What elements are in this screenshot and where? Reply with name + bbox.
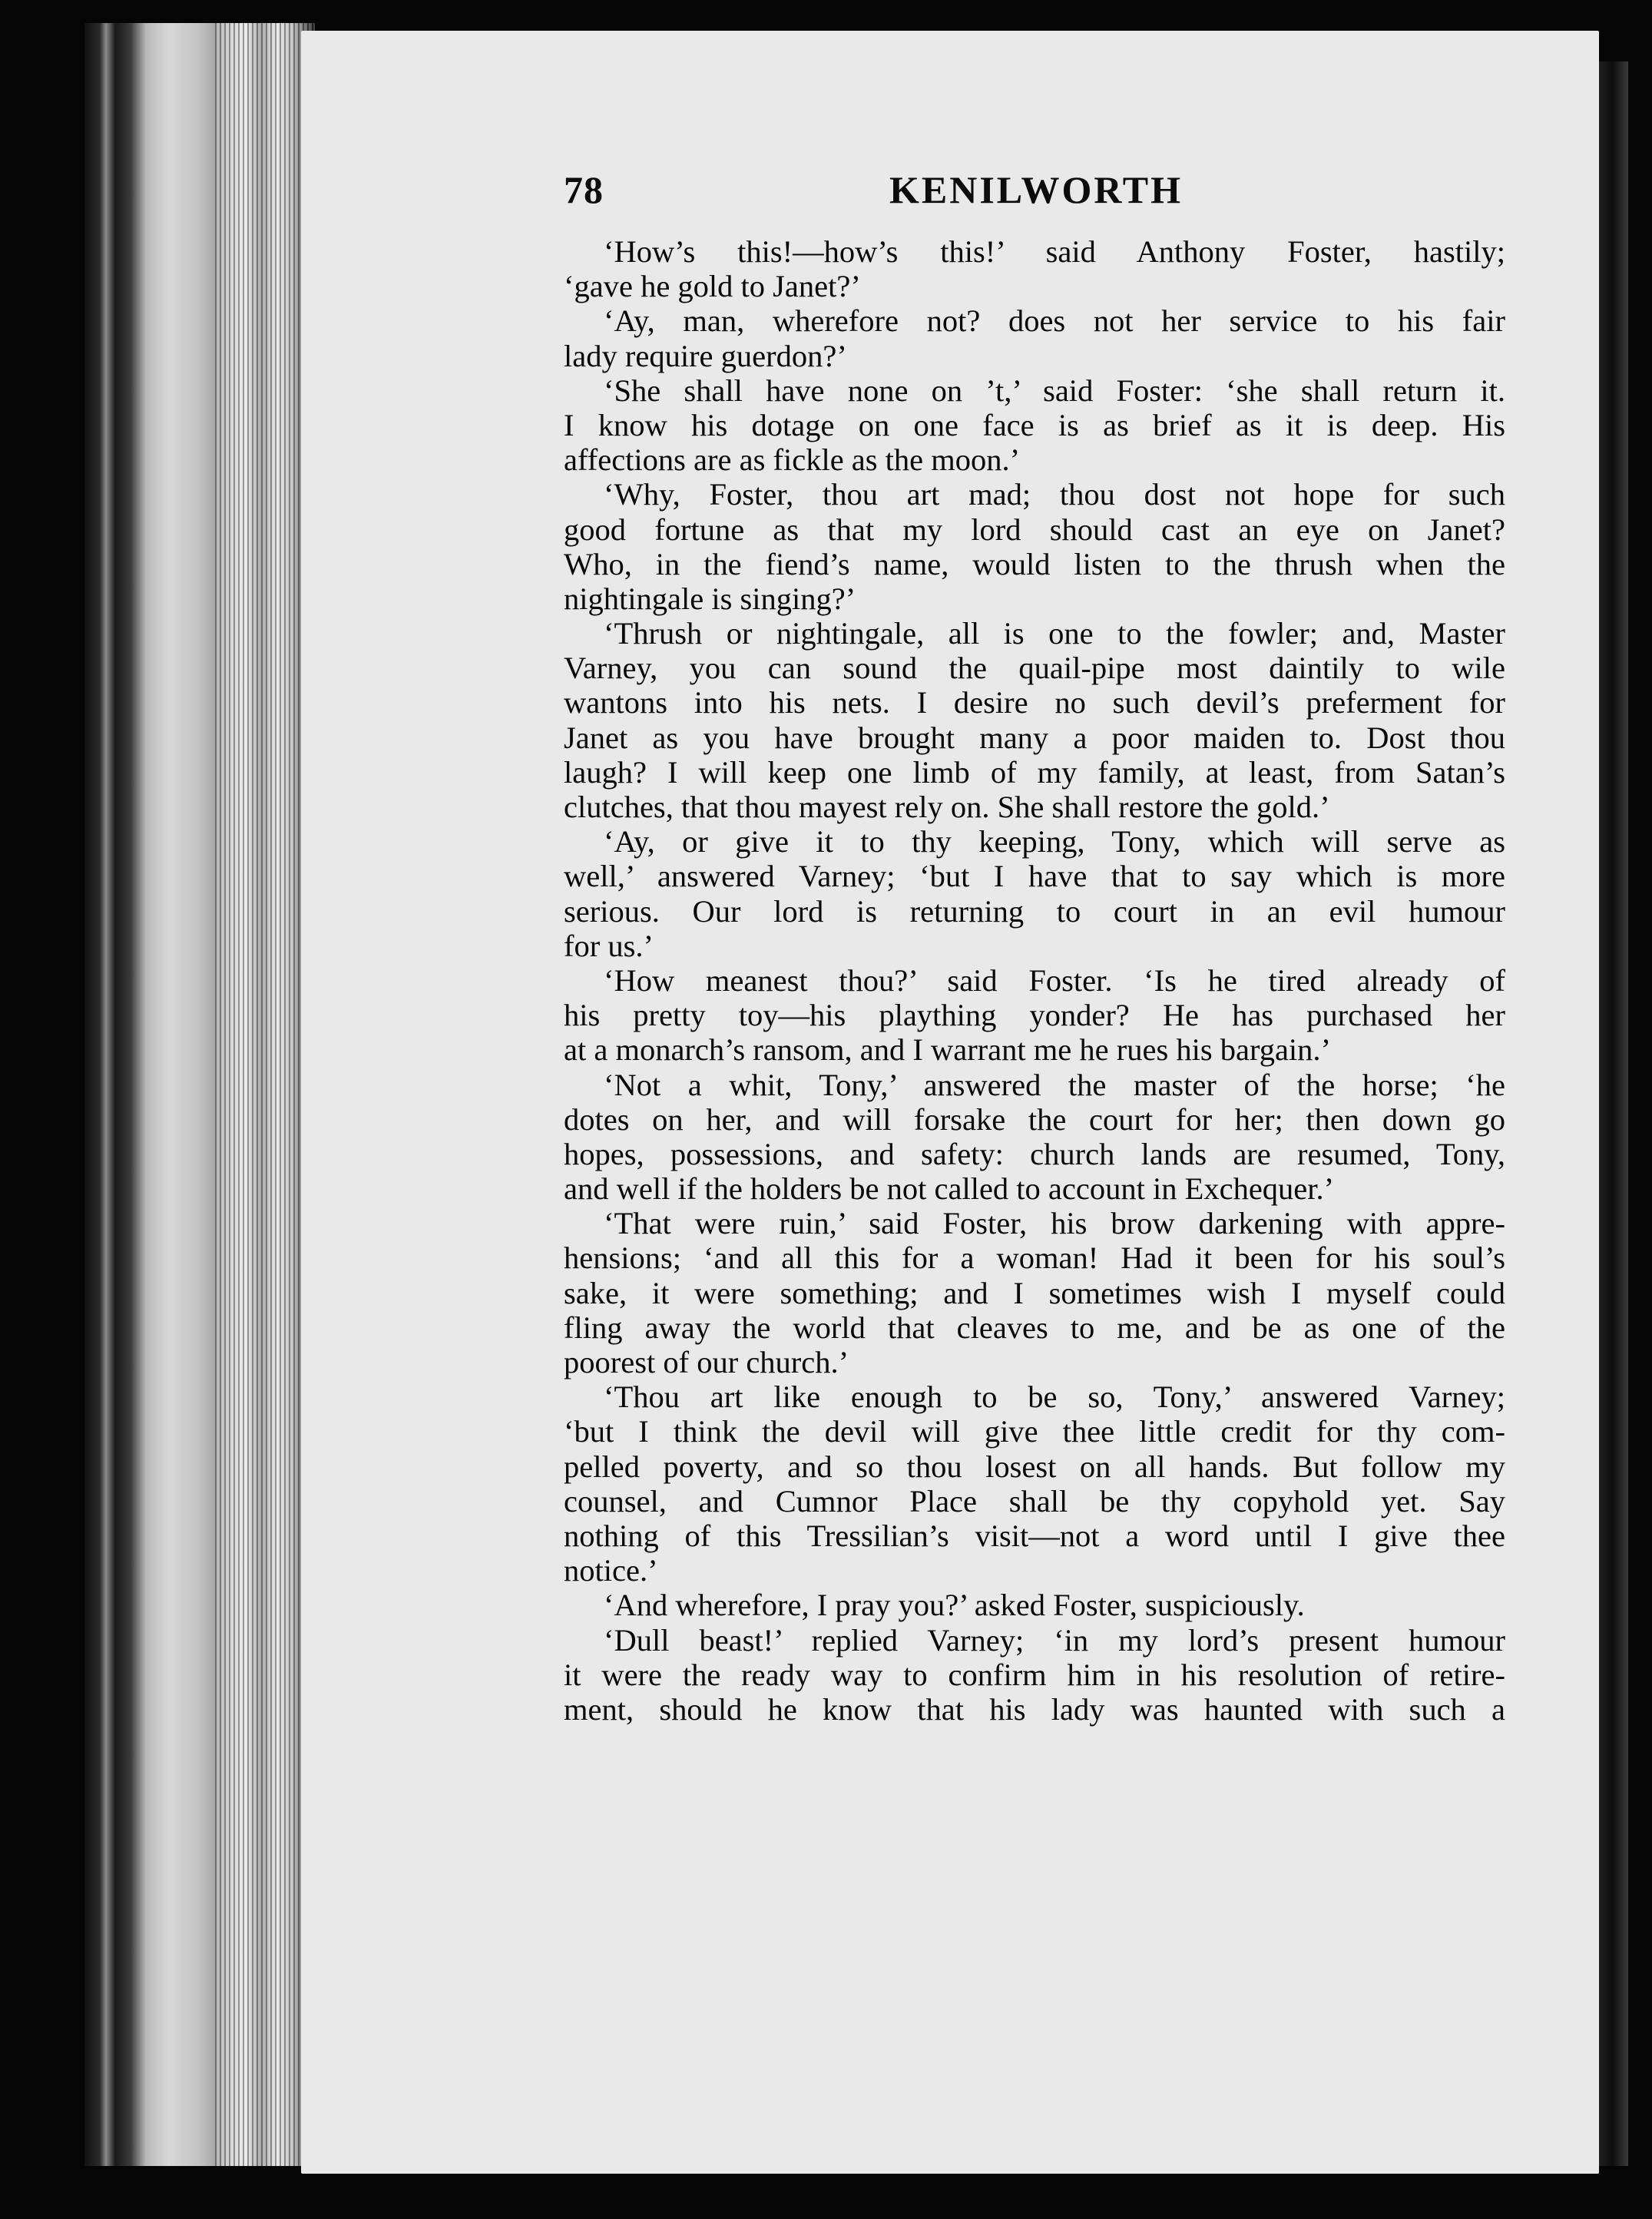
text-line: and well if the holders be not called to account in Exchequer.’ (564, 1171, 1335, 1207)
text-line: affections are as fickle as the moon.’ (564, 442, 1021, 478)
text-line: ‘How meanest thou?’ said Foster. ‘Is he tired already of (604, 962, 1505, 998)
text-line: laugh? I will keep one limb of my family, at least, from Satan’s (564, 754, 1505, 790)
text-line: lady require guerdon?’ (564, 338, 847, 373)
text-line: ‘That were ruin,’ said Foster, his brow darkening with appre- (604, 1206, 1505, 1241)
text-line: ment, should he know that his lady was haunted with such a (564, 1691, 1505, 1727)
text-line: I know his dotage on one face is as brief as it is deep. His (564, 407, 1505, 442)
body-text (564, 234, 1505, 1727)
text-line: ‘Ay, man, wherefore not? does not her service to his fair (604, 303, 1505, 339)
text-line: Varney, you can sound the quail-pipe most daintily to wile (564, 651, 1505, 686)
text-line: hensions; ‘and all this for a woman! Had it been for his soul’s (564, 1240, 1505, 1276)
text-line: ‘And wherefore, I pray you?’ asked Foster, suspiciously. (604, 1588, 1305, 1623)
text-line: at a monarch’s ransom, and I warrant me he rues his bargain.’ (564, 1032, 1332, 1068)
text-line: nothing of this Tressilian’s visit—not a word until I give thee (564, 1518, 1505, 1553)
text-line: counsel, and Cumnor Place shall be thy copyhold yet. Say (564, 1483, 1505, 1519)
text-line: dotes on her, and will forsake the court for her; then down go (564, 1101, 1505, 1137)
text-line: sake, it were something; and I sometimes wish I myself could (564, 1275, 1505, 1310)
text-line: hopes, possessions, and safety: church lands are resumed, Tony, (564, 1136, 1505, 1171)
text-line: ‘Not a whit, Tony,’ answered the master of the horse; ‘he (604, 1067, 1505, 1102)
text-line: for us.’ (564, 928, 654, 963)
text-line: fling away the world that cleaves to me, and be as one of the (564, 1310, 1505, 1345)
text-line: serious. Our lord is returning to court in an evil humour (564, 893, 1505, 929)
text-line: wantons into his nets. I desire no such devil’s preferment for (564, 685, 1505, 720)
text-line: nightingale is singing?’ (564, 581, 856, 616)
text-line: Who, in the fiend’s name, would listen to the thrush when the (564, 546, 1505, 581)
text-line: notice.’ (564, 1553, 658, 1588)
text-line: pelled poverty, and so thou losest on all hands. But follow my (564, 1449, 1505, 1484)
text-line: ‘gave he gold to Janet?’ (564, 269, 861, 304)
text-line: ‘She shall have none on ’t,’ said Foster: ‘she shall return it. (604, 373, 1505, 408)
text-line: ‘Why, Foster, thou art mad; thou dost not hope for such (604, 477, 1505, 512)
text-line: ‘Ay, or give it to thy keeping, Tony, which will serve as (604, 824, 1505, 859)
text-line: it were the ready way to confirm him in his resolution of retire- (564, 1657, 1505, 1692)
page-number: 78 (564, 168, 604, 211)
text-line: clutches, that thou mayest rely on. She shall restore the gold.’ (564, 790, 1330, 824)
text-line: his pretty toy—his plaything yonder? He has purchased her (564, 998, 1505, 1033)
text-line: ‘Dull beast!’ replied Varney; ‘in my lord’s present humour (604, 1622, 1505, 1658)
text-line: well,’ answered Varney; ‘but I have that to say which is more (564, 859, 1505, 894)
page-header (564, 167, 1508, 221)
text-line: ‘How’s this!—how’s this!’ said Anthony Foster, hastily; (604, 234, 1505, 269)
text-line: ‘Thrush or nightingale, all is one to the fowler; and, Master (604, 616, 1505, 651)
book-page-edges (84, 23, 315, 2166)
running-title: KENILWORTH (889, 168, 1184, 211)
text-line: ‘Thou art like enough to be so, Tony,’ answered Varney; (604, 1379, 1505, 1415)
text-line: Janet as you have brought many a poor maiden to. Dost thou (564, 720, 1505, 755)
text-line: good fortune as that my lord should cast an eye on Janet? (564, 512, 1505, 547)
text-line: poorest of our church.’ (564, 1345, 849, 1379)
text-line: ‘but I think the devil will give thee little credit for thy com- (564, 1414, 1505, 1449)
